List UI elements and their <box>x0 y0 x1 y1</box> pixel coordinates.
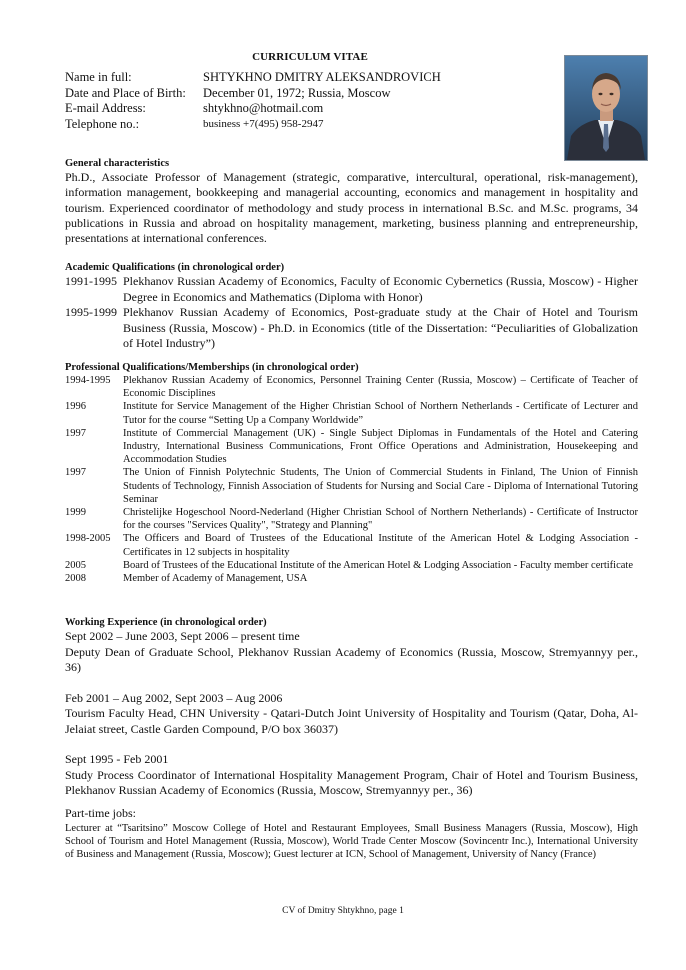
professional-entry <box>65 466 638 506</box>
entry-years: 1997 <box>65 467 86 479</box>
working-text: Deputy Dean of Graduate School, Plekhanov Russian Academy of Economics (Russia, Moscow, Stremyannyy per., 36) <box>65 644 638 674</box>
entry-text: Institute for Service Management of the Higher Christian School of Northern Netherlands - Certificate of Lecturer and Tutor for the course “Setting Up a Company Worldwide” <box>123 401 638 426</box>
entry-years: 1998-2005 <box>65 533 111 545</box>
personal-value: business +7(495) 958-2947 <box>203 117 324 130</box>
parttime-text: Lecturer at “Tsaritsino” Moscow College of Hotel and Restaurant Employees, Small Business Managers (Russia, Moscow), High School of Tourism and Hotel Management (Russia, Moscow), World Trade Center Moscow (Sovincentr Inc.), International University of Business and Management (Russia, Moscow); Guest lecturer at ICN, School of Management, University of Nancy (France) <box>65 822 638 861</box>
personal-info <box>65 70 441 132</box>
working-text: Tourism Faculty Head, CHN University - Qatari-Dutch Joint University of Hospitality and Tourism (Qatar, Doha, Al-Jelaiat street, Castle Garden Compound, P/O box 36037) <box>65 706 638 736</box>
working-section <box>65 616 638 799</box>
working-period: Sept 2002 – June 2003, Sept 2006 – present time <box>65 629 300 643</box>
personal-value: December 01, 1972; Russia, Moscow <box>203 85 391 100</box>
general-heading: General characteristics <box>65 158 170 169</box>
entry-years: 2008 <box>65 573 86 585</box>
professional-section <box>65 361 638 585</box>
personal-row <box>65 101 441 117</box>
professional-entry <box>65 559 638 572</box>
entry-text: Plekhanov Russian Academy of Economics, Faculty of Economic Cybernetics (Russia, Moscow) - Higher Degree in Economics and Mathematics (Diploma with Honor) <box>123 274 638 304</box>
entry-text: Institute of Commercial Management (UK) - Single Subject Diplomas in Fundamentals of the Hotel and Catering Industry, International Business Communications, Front Office Operations and Administration, Housekeeping and Accommodation Studies <box>123 427 638 466</box>
professional-entry <box>65 532 638 558</box>
working-heading: Working Experience (in chronological order) <box>65 617 267 628</box>
personal-value: shtykhno@hotmail.com <box>203 101 324 115</box>
professional-entry <box>65 400 638 426</box>
personal-label: Name in full: <box>65 70 132 84</box>
portrait-photo <box>564 55 648 161</box>
professional-entry <box>65 427 638 467</box>
entry-years: 2005 <box>65 559 86 571</box>
academic-entry <box>65 305 638 352</box>
general-text: Ph.D., Associate Professor of Management (strategic, comparative, intercultural, operational, risk-management), information management, bookkeeping and managerial accounting, economics and management in hospitality and tourism. Experienced coordinator of methodology and study process in international B.Sc. and M.Sc. programs, 34 publications in Russia and abroad on hospitality management, marketing, business planning and entrepreneurship, presentations at international conferences. <box>65 170 638 246</box>
document-title: CURRICULUM VITAE <box>252 51 368 63</box>
working-period: Sept 1995 - Feb 2001 <box>65 752 169 766</box>
working-entry <box>65 629 638 676</box>
entry-text: Board of Trustees of the Educational Institute of the American Hotel & Lodging Association - Faculty member certificate <box>123 559 633 571</box>
personal-row <box>65 117 441 133</box>
entry-years: 1995-1999 <box>65 305 117 319</box>
personal-label: Date and Place of Birth: <box>65 85 186 100</box>
personal-row <box>65 70 441 86</box>
entry-years: 1994-1995 <box>65 375 111 386</box>
entry-years: 1996 <box>65 401 86 413</box>
personal-value: SHTYKHNO DMITRY ALEKSANDROVICH <box>203 70 441 84</box>
general-section <box>65 157 638 246</box>
personal-row <box>65 86 441 102</box>
working-entry <box>65 752 638 799</box>
academic-entry <box>65 274 638 305</box>
entry-text: Plekhanov Russian Academy of Economics, Post-graduate study at the Chair of Hotel and Tourism Business (Russia, Moscow) - Ph.D. in Economics (title of the Dissertation: “Peculiarities of Globalization of Hotel Industry”) <box>123 305 638 350</box>
working-period: Feb 2001 – Aug 2002, Sept 2003 – Aug 2006 <box>65 690 283 705</box>
parttime-section <box>65 806 638 861</box>
professional-heading: Professional Qualifications/Memberships (in chronological order) <box>65 362 359 373</box>
entry-text: The Union of Finnish Polytechnic Students, The Union of Commercial Students in Finland, The Union of Finnish Students of Technology, Finnish Association of Students for Nursing and Social Care - Diploma of International Tutoring Seminar <box>123 467 638 505</box>
entry-years: 1997 <box>65 427 86 439</box>
personal-label: E-mail Address: <box>65 101 146 115</box>
entry-years: 1991-1995 <box>65 274 117 288</box>
page-footer: CV of Dmitry Shtykhno, page 1 <box>282 906 404 916</box>
academic-heading: Academic Qualifications (in chronological order) <box>65 262 285 273</box>
professional-entry <box>65 572 638 585</box>
professional-entry <box>65 506 638 532</box>
working-text: Study Process Coordinator of International Hospitality Management Program, Chair of Hotel and Tourism Business, Plekhanov Russian Academy of Economics (Russia, Moscow, Stremyannyy per., 36) <box>65 767 638 797</box>
entry-text: The Officers and Board of Trustees of the Educational Institute of the American Hotel & Lodging Association - Certificates in 12 subjects in hospitality <box>123 533 638 558</box>
academic-section <box>65 261 638 352</box>
working-entry <box>65 691 638 738</box>
entry-text: Member of Academy of Management, USA <box>123 573 308 585</box>
entry-text: Christelijke Hogeschool Noord-Nederland (Higher Christian School of Northern Netherlands) - Certificate of Instructor for the courses "Services Quality", "Strategy and Planning" <box>123 507 638 532</box>
entry-years: 1999 <box>65 507 86 519</box>
professional-entry <box>65 374 638 400</box>
entry-text: Plekhanov Russian Academy of Economics, Personnel Training Center (Russia, Moscow) – Certificate of Teacher of Economic Disciplines <box>123 375 638 400</box>
parttime-heading: Part-time jobs: <box>65 806 136 820</box>
personal-label: Telephone no.: <box>65 116 140 131</box>
